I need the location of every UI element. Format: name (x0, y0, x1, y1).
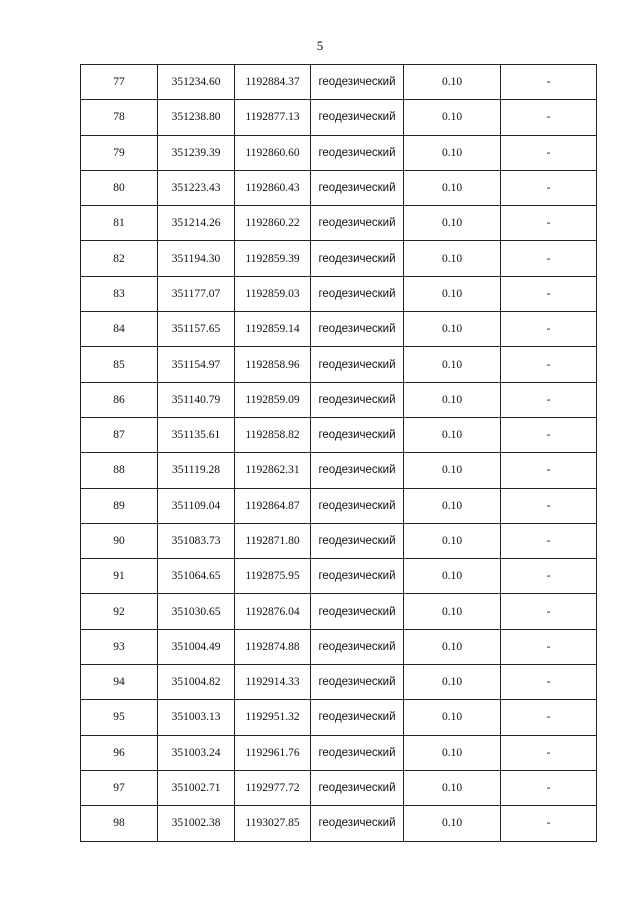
method-cell: геодезический (311, 276, 404, 311)
coordinates-table-body (81, 65, 597, 842)
y-coordinate-cell (235, 770, 311, 805)
point-number-cell: 86 (81, 382, 158, 417)
x-coordinate-cell (158, 559, 235, 594)
point-number-cell: 80 (81, 170, 158, 205)
note-cell: - (501, 135, 597, 170)
point-number-cell: 85 (81, 347, 158, 382)
y-coordinate-value: 1192871.80 (245, 535, 300, 547)
point-number-cell: 91 (81, 559, 158, 594)
point-number-cell: 92 (81, 594, 158, 629)
point-number-cell: 82 (81, 241, 158, 276)
y-coordinate-cell (235, 417, 311, 452)
note-cell: - (501, 347, 597, 382)
y-coordinate-cell (235, 806, 311, 841)
x-coordinate-cell (158, 523, 235, 558)
accuracy-cell: 0.10 (404, 65, 501, 100)
x-coordinate-cell (158, 170, 235, 205)
table-row (81, 100, 597, 135)
table-row (81, 806, 597, 841)
method-cell: геодезический (311, 347, 404, 382)
table-row (81, 135, 597, 170)
y-coordinate-cell (235, 453, 311, 488)
accuracy-cell: 0.10 (404, 488, 501, 523)
point-number-cell: 77 (81, 65, 158, 100)
x-coordinate-value: 351154.97 (171, 358, 221, 371)
note-cell: - (501, 241, 597, 276)
note-cell: - (501, 382, 597, 417)
table-row (81, 735, 597, 770)
y-coordinate-value: 1192858.82 (245, 429, 300, 442)
note-cell: - (501, 665, 597, 700)
x-coordinate-cell (158, 312, 235, 347)
table-row (81, 417, 597, 452)
y-coordinate-value: 1192859.03 (245, 287, 300, 300)
x-coordinate-value: 351004.82 (171, 676, 221, 689)
method-cell: геодезический (311, 312, 404, 347)
method-cell: геодезический (311, 594, 404, 629)
note-cell: - (501, 523, 597, 558)
accuracy-cell: 0.10 (404, 347, 501, 382)
note-cell: - (501, 770, 597, 805)
x-coordinate-value: 351177.07 (171, 287, 221, 300)
y-coordinate-value: 1192951.32 (245, 711, 300, 724)
accuracy-cell: 0.10 (404, 629, 501, 664)
x-coordinate-cell (158, 241, 235, 276)
table-row (81, 382, 597, 417)
point-number-cell: 84 (81, 312, 158, 347)
y-coordinate-cell (235, 523, 311, 558)
y-coordinate-cell (235, 276, 311, 311)
note-cell: - (501, 559, 597, 594)
note-cell: - (501, 170, 597, 205)
x-coordinate-value: 351002.71 (171, 782, 221, 795)
note-cell: - (501, 594, 597, 629)
method-cell: геодезический (311, 523, 404, 558)
accuracy-cell: 0.10 (404, 312, 501, 347)
table-row (81, 453, 597, 488)
point-number-cell: 95 (81, 700, 158, 735)
y-coordinate-cell (235, 594, 311, 629)
method-cell: геодезический (311, 206, 404, 241)
y-coordinate-cell (235, 665, 311, 700)
note-cell: - (501, 453, 597, 488)
table-row (81, 594, 597, 629)
accuracy-cell: 0.10 (404, 100, 501, 135)
note-cell: - (501, 206, 597, 241)
page-number: 5 (316, 38, 324, 53)
method-cell: геодезический (311, 735, 404, 770)
point-number-cell: 79 (81, 135, 158, 170)
method-cell: геодезический (311, 488, 404, 523)
x-coordinate-value: 351239.39 (171, 146, 221, 159)
y-coordinate-value: 1192864.87 (245, 499, 300, 512)
table-row (81, 523, 597, 558)
y-coordinate-cell (235, 135, 311, 170)
point-number-cell: 87 (81, 417, 158, 452)
x-coordinate-value: 351083.73 (171, 535, 221, 547)
x-coordinate-value: 351223.43 (171, 182, 221, 195)
accuracy-cell: 0.10 (404, 135, 501, 170)
y-coordinate-cell (235, 347, 311, 382)
x-coordinate-value: 351140.79 (171, 393, 221, 406)
point-number-cell: 90 (81, 523, 158, 558)
method-cell: геодезический (311, 770, 404, 805)
table-row (81, 700, 597, 735)
y-coordinate-cell (235, 65, 311, 100)
note-cell: - (501, 276, 597, 311)
table-row (81, 276, 597, 311)
x-coordinate-value: 351194.30 (171, 252, 221, 265)
y-coordinate-value: 1192884.37 (245, 76, 300, 89)
accuracy-cell: 0.10 (404, 170, 501, 205)
x-coordinate-cell (158, 594, 235, 629)
point-number-cell: 88 (81, 453, 158, 488)
method-cell: геодезический (311, 700, 404, 735)
y-coordinate-value: 1192860.43 (245, 182, 300, 195)
x-coordinate-value: 351135.61 (171, 429, 221, 442)
point-number-cell: 98 (81, 806, 158, 841)
accuracy-cell: 0.10 (404, 700, 501, 735)
method-cell: геодезический (311, 417, 404, 452)
method-cell: геодезический (311, 135, 404, 170)
y-coordinate-value: 1192860.22 (245, 217, 300, 230)
point-number-cell: 89 (81, 488, 158, 523)
accuracy-cell: 0.10 (404, 241, 501, 276)
x-coordinate-cell (158, 65, 235, 100)
y-coordinate-value: 1192859.39 (245, 252, 300, 265)
accuracy-cell: 0.10 (404, 382, 501, 417)
y-coordinate-value: 1192860.60 (245, 146, 300, 159)
point-number-cell: 81 (81, 206, 158, 241)
y-coordinate-cell (235, 206, 311, 241)
x-coordinate-cell (158, 100, 235, 135)
note-cell: - (501, 488, 597, 523)
x-coordinate-cell (158, 629, 235, 664)
note-cell: - (501, 312, 597, 347)
accuracy-cell: 0.10 (404, 417, 501, 452)
method-cell: геодезический (311, 629, 404, 664)
y-coordinate-cell (235, 100, 311, 135)
accuracy-cell: 0.10 (404, 523, 501, 558)
y-coordinate-value: 1192859.14 (245, 323, 300, 336)
point-number-cell: 97 (81, 770, 158, 805)
y-coordinate-cell (235, 241, 311, 276)
point-number-cell: 93 (81, 629, 158, 664)
x-coordinate-cell (158, 488, 235, 523)
y-coordinate-cell (235, 382, 311, 417)
table-row (81, 65, 597, 100)
point-number-cell: 83 (81, 276, 158, 311)
table-row (81, 665, 597, 700)
x-coordinate-cell (158, 735, 235, 770)
y-coordinate-value: 1192977.72 (245, 782, 300, 795)
table-row (81, 170, 597, 205)
y-coordinate-value: 1192914.33 (245, 676, 300, 689)
method-cell: геодезический (311, 806, 404, 841)
note-cell: - (501, 100, 597, 135)
note-cell: - (501, 65, 597, 100)
table-row (81, 241, 597, 276)
note-cell: - (501, 629, 597, 664)
note-cell: - (501, 735, 597, 770)
y-coordinate-cell (235, 312, 311, 347)
point-number-cell: 96 (81, 735, 158, 770)
method-cell: геодезический (311, 453, 404, 488)
x-coordinate-cell (158, 347, 235, 382)
y-coordinate-value: 1192876.04 (245, 605, 300, 618)
coordinates-table (80, 64, 597, 842)
x-coordinate-value: 351030.65 (171, 605, 221, 618)
y-coordinate-cell (235, 559, 311, 594)
x-coordinate-value: 351119.28 (171, 464, 221, 477)
table-row (81, 629, 597, 664)
method-cell: геодезический (311, 665, 404, 700)
note-cell: - (501, 700, 597, 735)
y-coordinate-value: 1192875.95 (245, 570, 300, 583)
x-coordinate-value: 351157.65 (171, 323, 221, 336)
y-coordinate-value: 1193027.85 (245, 817, 300, 830)
x-coordinate-value: 351214.26 (171, 217, 221, 230)
table-row (81, 347, 597, 382)
accuracy-cell: 0.10 (404, 594, 501, 629)
x-coordinate-value: 351238.80 (171, 111, 221, 124)
x-coordinate-cell (158, 806, 235, 841)
accuracy-cell: 0.10 (404, 665, 501, 700)
accuracy-cell: 0.10 (404, 559, 501, 594)
y-coordinate-cell (235, 700, 311, 735)
method-cell: геодезический (311, 241, 404, 276)
x-coordinate-value: 351109.04 (171, 499, 221, 512)
accuracy-cell: 0.10 (404, 770, 501, 805)
y-coordinate-value: 1192877.13 (245, 111, 300, 124)
x-coordinate-value: 351004.49 (171, 640, 221, 653)
x-coordinate-value: 351234.60 (171, 76, 221, 89)
y-coordinate-value: 1192862.31 (245, 464, 300, 477)
accuracy-cell: 0.10 (404, 276, 501, 311)
accuracy-cell: 0.10 (404, 735, 501, 770)
x-coordinate-cell (158, 453, 235, 488)
table-row (81, 206, 597, 241)
x-coordinate-cell (158, 135, 235, 170)
accuracy-cell: 0.10 (404, 206, 501, 241)
x-coordinate-value: 351002.38 (171, 817, 221, 830)
method-cell: геодезический (311, 170, 404, 205)
accuracy-cell: 0.10 (404, 806, 501, 841)
y-coordinate-value: 1192858.96 (245, 358, 300, 371)
point-number-cell: 94 (81, 665, 158, 700)
y-coordinate-value: 1192874.88 (245, 640, 300, 653)
x-coordinate-cell (158, 700, 235, 735)
x-coordinate-cell (158, 665, 235, 700)
method-cell: геодезический (311, 100, 404, 135)
y-coordinate-value: 1192961.76 (245, 746, 300, 759)
x-coordinate-value: 351064.65 (171, 570, 221, 583)
y-coordinate-cell (235, 170, 311, 205)
table-row (81, 770, 597, 805)
point-number-cell: 78 (81, 100, 158, 135)
x-coordinate-cell (158, 276, 235, 311)
note-cell: - (501, 417, 597, 452)
x-coordinate-cell (158, 382, 235, 417)
table-row (81, 559, 597, 594)
method-cell: геодезический (311, 559, 404, 594)
x-coordinate-value: 351003.13 (171, 711, 221, 724)
accuracy-cell: 0.10 (404, 453, 501, 488)
method-cell: геодезический (311, 65, 404, 100)
y-coordinate-cell (235, 735, 311, 770)
y-coordinate-value: 1192859.09 (245, 393, 300, 406)
table-row (81, 312, 597, 347)
y-coordinate-cell (235, 629, 311, 664)
x-coordinate-value: 351003.24 (171, 746, 221, 759)
note-cell: - (501, 806, 597, 841)
y-coordinate-cell (235, 488, 311, 523)
x-coordinate-cell (158, 206, 235, 241)
x-coordinate-cell (158, 770, 235, 805)
x-coordinate-cell (158, 417, 235, 452)
method-cell: геодезический (311, 382, 404, 417)
table-row (81, 488, 597, 523)
